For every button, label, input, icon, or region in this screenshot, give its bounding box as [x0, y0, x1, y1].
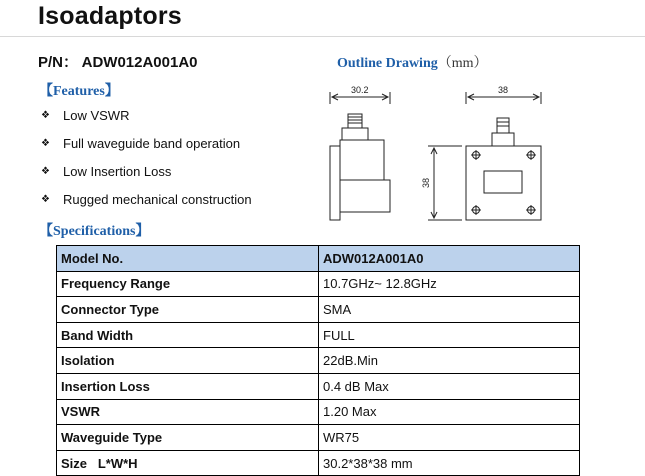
- spec-key: Model No.: [57, 246, 319, 272]
- feature-text: Low Insertion Loss: [63, 164, 172, 179]
- spec-key: Waveguide Type: [57, 425, 319, 451]
- specifications-table: [56, 245, 580, 476]
- features-heading-text: Features: [53, 84, 105, 99]
- spec-value: 22dB.Min: [319, 348, 580, 374]
- front-view-drawing: [428, 92, 541, 220]
- table-row: [57, 271, 580, 297]
- dimension-length: 30.2: [351, 85, 369, 95]
- spec-key: Size L*W*H: [57, 450, 319, 476]
- table-row: [57, 399, 580, 425]
- table-row: [57, 348, 580, 374]
- spec-key: Band Width: [57, 322, 319, 348]
- dimension-height: 38: [421, 177, 431, 188]
- spec-value: 0.4 dB Max: [319, 373, 580, 399]
- spec-value: 10.7GHz~ 12.8GHz: [319, 271, 580, 297]
- spec-key: VSWR: [57, 399, 319, 425]
- spec-value: FULL: [319, 322, 580, 348]
- page-title: Isoadaptors: [38, 2, 182, 30]
- spec-value: 1.20 Max: [319, 399, 580, 425]
- features-bracket-close: 】: [104, 84, 119, 99]
- diamond-bullet-icon: ❖: [41, 166, 50, 177]
- table-header-row: [57, 246, 580, 272]
- dimension-width: 38: [498, 85, 509, 95]
- feature-text: Low VSWR: [63, 108, 130, 123]
- table-row: [57, 450, 580, 476]
- feature-text: Rugged mechanical construction: [63, 192, 252, 207]
- specifications-heading: [39, 220, 149, 240]
- spec-value: WR75: [319, 425, 580, 451]
- spec-value: 30.2*38*38 mm: [319, 450, 580, 476]
- outline-title-text: Outline Drawing: [337, 56, 438, 71]
- table-row: [57, 425, 580, 451]
- table-row: [57, 297, 580, 323]
- diamond-bullet-icon: ❖: [41, 194, 50, 205]
- part-number: P/N： ADW012A001A0: [38, 54, 198, 71]
- feature-text: Full waveguide band operation: [63, 136, 241, 151]
- spec-key: Connector Type: [57, 297, 319, 323]
- side-view-drawing: [330, 92, 390, 220]
- diamond-bullet-icon: ❖: [41, 110, 50, 121]
- spec-key: Insertion Loss: [57, 373, 319, 399]
- spec-value: SMA: [319, 297, 580, 323]
- spec-key: Isolation: [57, 348, 319, 374]
- spec-heading-text: Specifications: [53, 224, 136, 239]
- spec-bracket-open: 【: [39, 224, 53, 239]
- table-row: [57, 373, 580, 399]
- spec-value: ADW012A001A0: [319, 246, 580, 272]
- table-row: [57, 322, 580, 348]
- spec-bracket-close: 】: [135, 224, 150, 239]
- diamond-bullet-icon: ❖: [41, 138, 50, 149]
- features-bracket-open: 【: [39, 84, 53, 99]
- spec-key: Frequency Range: [57, 271, 319, 297]
- outline-unit: （mm）: [437, 56, 488, 71]
